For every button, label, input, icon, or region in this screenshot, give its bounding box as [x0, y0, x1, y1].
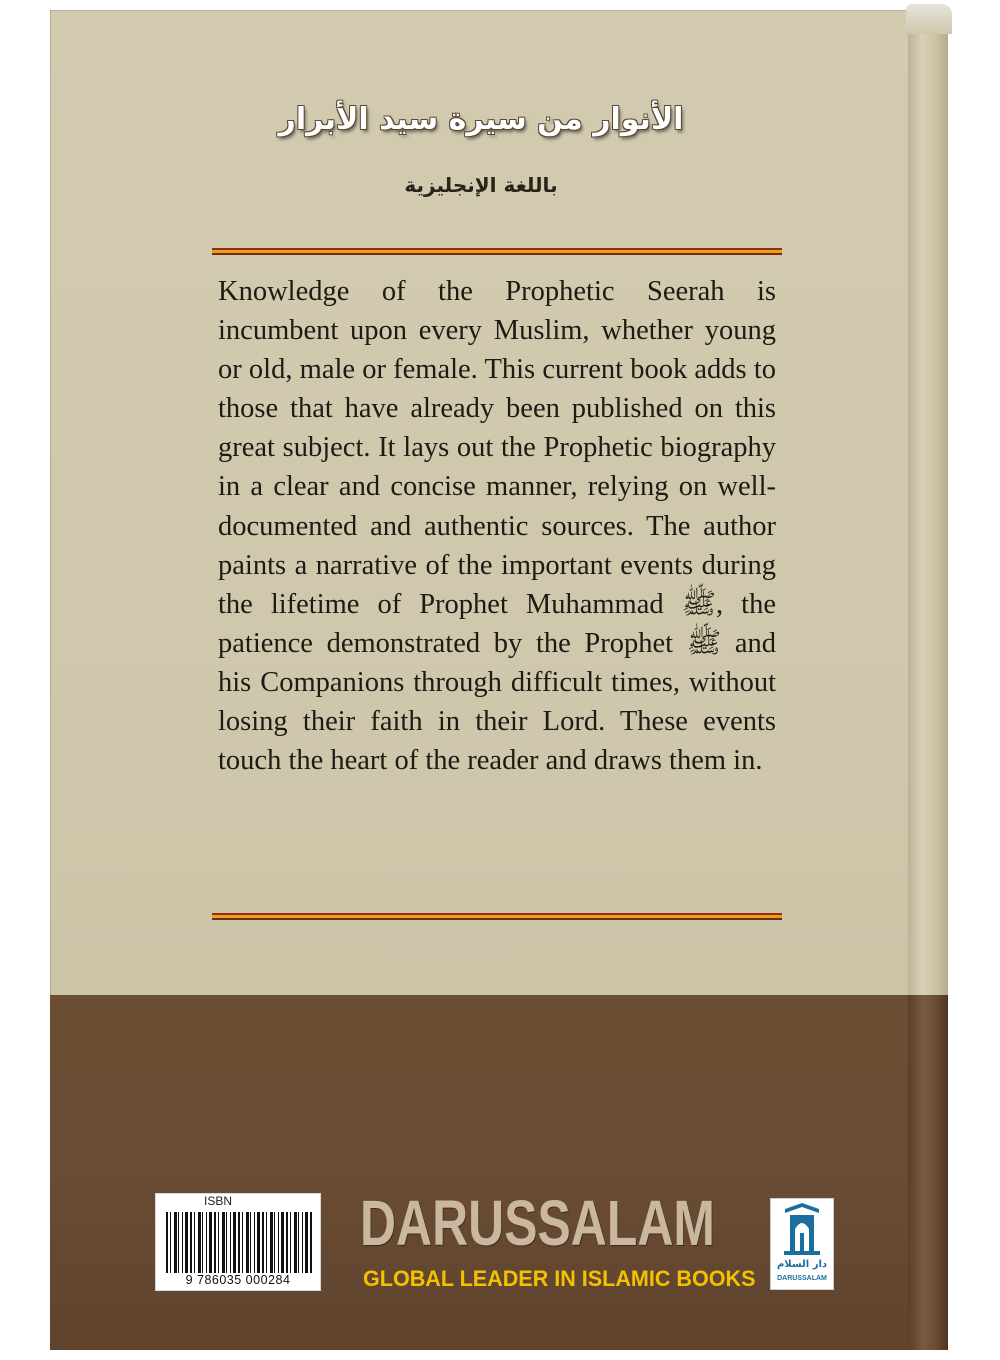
- arabic-subtitle: باللغة الإنجليزية: [404, 173, 558, 197]
- spine-top-edge: [906, 4, 952, 34]
- brown-spine: [908, 995, 948, 1350]
- brown-band: [50, 995, 948, 1350]
- bottom-divider: [212, 913, 782, 920]
- isbn-label: ISBN: [204, 1194, 233, 1208]
- mosque-book-icon: [781, 1203, 823, 1259]
- publisher-name: DARUSSALAM: [360, 1187, 715, 1259]
- publisher-logo: [770, 1198, 834, 1290]
- barcode-icon: [166, 1212, 312, 1274]
- logo-name-text: DARUSSALAM: [777, 1275, 827, 1282]
- arabic-title: الأنوار من سيرة سيد الأبرار: [278, 102, 684, 137]
- blurb-text: Knowledge of the Prophetic Seerah is incumbent upon every Muslim, whether young or old, male or female. This current book adds to those that have already been published on this great subject. It lays out the Prophetic biography in a clear and concise manner, relying on well-documented and authentic sources. The author paints a narrative of the important events during the lifetime of Prophet Muhammad ﷺ, the patience demonstrated by the Prophet ﷺ and his Companions through difficult times, without losing their faith in their Lord. These events touch the heart of the reader and draws them in.: [218, 276, 776, 777]
- logo-arabic-text: دار السلام: [776, 1259, 828, 1270]
- isbn-barcode-box: [155, 1193, 321, 1291]
- publisher-tagline: GLOBAL LEADER IN ISLAMIC BOOKS: [363, 1266, 756, 1291]
- book-back-cover: [50, 10, 948, 1350]
- top-divider: [212, 248, 782, 255]
- isbn-digits: 9 786035 000284: [160, 1273, 316, 1287]
